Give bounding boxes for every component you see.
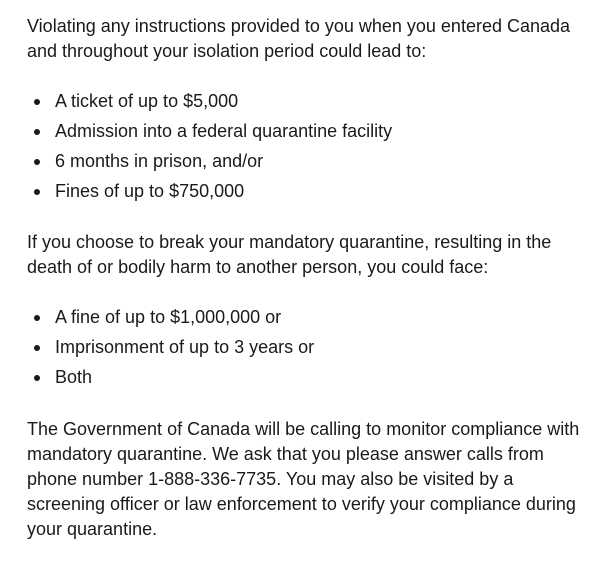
harm-penalties-list xyxy=(27,302,590,392)
harm-paragraph: If you choose to break your mandatory quarantine, resulting in the death of or bodily harm to another person, you could face: xyxy=(27,232,552,277)
list-item: A fine of up to $1,000,000 or xyxy=(27,302,590,332)
list-item: Both xyxy=(27,362,590,392)
list-item: 6 months in prison, and/or xyxy=(27,146,590,176)
consequences-list xyxy=(27,86,590,206)
list-item: Admission into a federal quarantine facility xyxy=(27,116,590,146)
monitoring-paragraph: The Government of Canada will be calling to monitor compliance with mandatory quarantine. We ask that you please answer calls from phone number 1-888-336-7735. You may also be visited by a screening officer or law enforcement to verify your compliance during your quarantine. xyxy=(27,419,580,539)
list-item: Fines of up to $750,000 xyxy=(27,176,590,206)
intro-paragraph: Violating any instructions provided to you when you entered Canada and throughout your isolation period could lead to: xyxy=(27,16,571,61)
list-item: Imprisonment of up to 3 years or xyxy=(27,332,590,362)
list-item: A ticket of up to $5,000 xyxy=(27,86,590,116)
